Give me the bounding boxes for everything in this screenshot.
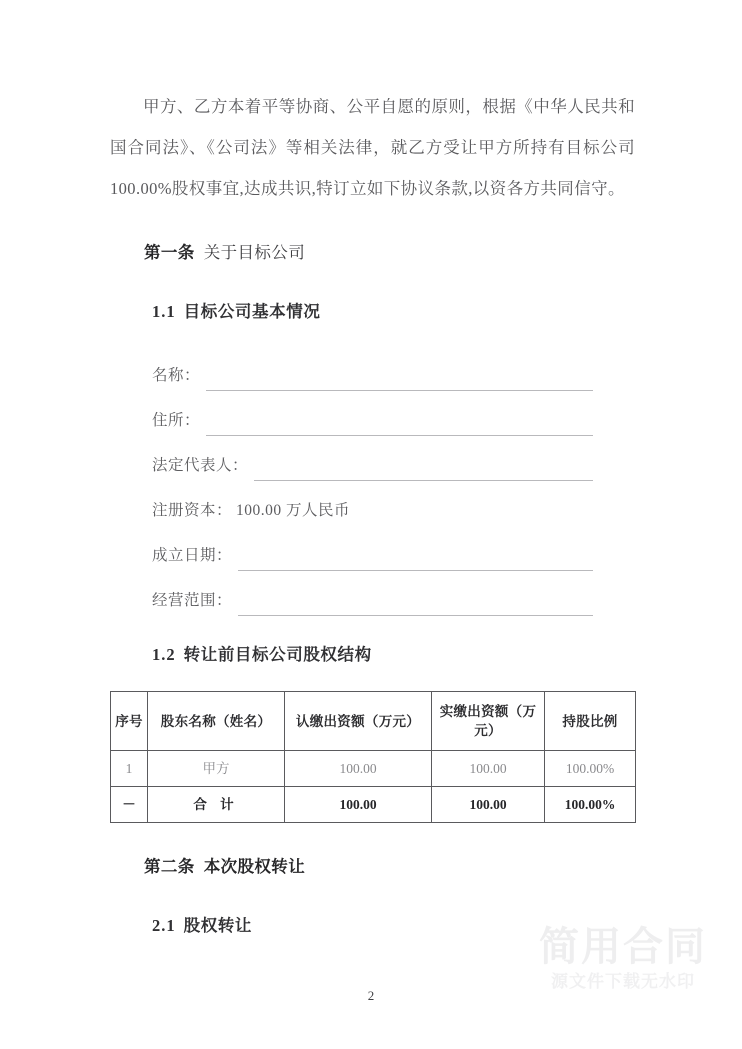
table-total-row xyxy=(111,787,636,823)
table-cell-subscribed-capital: 100.00 xyxy=(285,751,432,787)
field-row-business-scope xyxy=(110,571,635,616)
field-rule-business-scope[interactable] xyxy=(238,595,593,616)
field-rule-address[interactable] xyxy=(206,415,593,436)
clause-heading-1 xyxy=(110,209,635,273)
table-total-cell-label: 合 计 xyxy=(148,787,285,823)
table-cell-paid-capital: 100.00 xyxy=(432,751,545,787)
table-header-shareholding-ratio: 持股比例 xyxy=(545,692,636,751)
table-header-paid-capital: 实缴出资额（万元） xyxy=(432,692,545,751)
table-header-shareholder-name: 股东名称（姓名） xyxy=(148,692,285,751)
table-total-cell-subscribed-capital: 100.00 xyxy=(285,787,432,823)
clause-2-number: 第二条 xyxy=(144,857,195,876)
table-cell-seq: 1 xyxy=(111,751,148,787)
field-row-registered-capital xyxy=(110,481,635,526)
field-value-registered-capital: 100.00 万人民币 xyxy=(236,502,351,519)
field-row-legal-representative xyxy=(110,436,635,481)
section-1-1-title: 目标公司基本情况 xyxy=(183,302,321,321)
section-1-1-number: 1.1 xyxy=(152,302,176,321)
table-total-cell-shareholding-ratio: 100.00% xyxy=(545,787,636,823)
section-1-2-title: 转让前目标公司股权结构 xyxy=(183,645,372,664)
page-number: 2 xyxy=(367,988,375,1003)
section-heading-1-1 xyxy=(110,273,635,332)
equity-structure-table xyxy=(110,691,636,823)
field-rule-establishment-date[interactable] xyxy=(238,550,593,571)
field-label-name: 名称： xyxy=(152,367,201,384)
section-heading-2-1 xyxy=(110,887,635,946)
table-cell-shareholder-name: 甲方 xyxy=(148,751,285,787)
field-row-establishment-date xyxy=(110,526,635,571)
field-label-establishment-date: 成立日期： xyxy=(152,547,233,564)
table-header-seq: 序号 xyxy=(111,692,148,751)
field-rule-legal-representative[interactable] xyxy=(254,460,593,481)
section-2-1-title: 股权转让 xyxy=(183,916,253,935)
table-cell-shareholding-ratio: 100.00% xyxy=(545,751,636,787)
field-rule-name[interactable] xyxy=(206,370,593,391)
field-row-name xyxy=(110,346,635,391)
clause-1-title: 关于目标公司 xyxy=(203,243,306,262)
table-header-row xyxy=(111,692,636,751)
table-total-cell-seq: － xyxy=(111,787,148,823)
table-row xyxy=(111,751,636,787)
table-header-subscribed-capital: 认缴出资额（万元） xyxy=(285,692,432,751)
clause-2-title: 本次股权转让 xyxy=(203,857,306,876)
company-info-fields xyxy=(110,332,635,616)
field-label-business-scope: 经营范围： xyxy=(152,592,233,609)
field-label-address: 住所： xyxy=(152,412,201,429)
clause-heading-2 xyxy=(110,823,635,887)
page-content xyxy=(110,0,635,946)
equity-structure-table-wrapper xyxy=(110,675,635,823)
field-row-address xyxy=(110,391,635,436)
watermark-brand: 简用合同 xyxy=(539,924,707,970)
table-total-cell-paid-capital: 100.00 xyxy=(432,787,545,823)
body-paragraph: 甲方、乙方本着平等协商、公平自愿的原则，根据《中华人民共和国合同法》、《公司法》等相关法律，就乙方受让甲方所持有目标公司 100.00%股权事宜,达成共识,特订立如下协议条款,以资各方共同信守。 xyxy=(110,97,635,198)
section-2-1-number: 2.1 xyxy=(152,916,176,935)
watermark-tagline: 源文件下载无水印 xyxy=(551,972,695,992)
section-1-2-number: 1.2 xyxy=(152,645,176,664)
field-label-registered-capital: 注册资本： xyxy=(152,502,233,519)
clause-1-number: 第一条 xyxy=(144,243,195,262)
field-label-legal-representative: 法定代表人： xyxy=(152,457,249,474)
section-heading-1-2 xyxy=(110,616,635,675)
